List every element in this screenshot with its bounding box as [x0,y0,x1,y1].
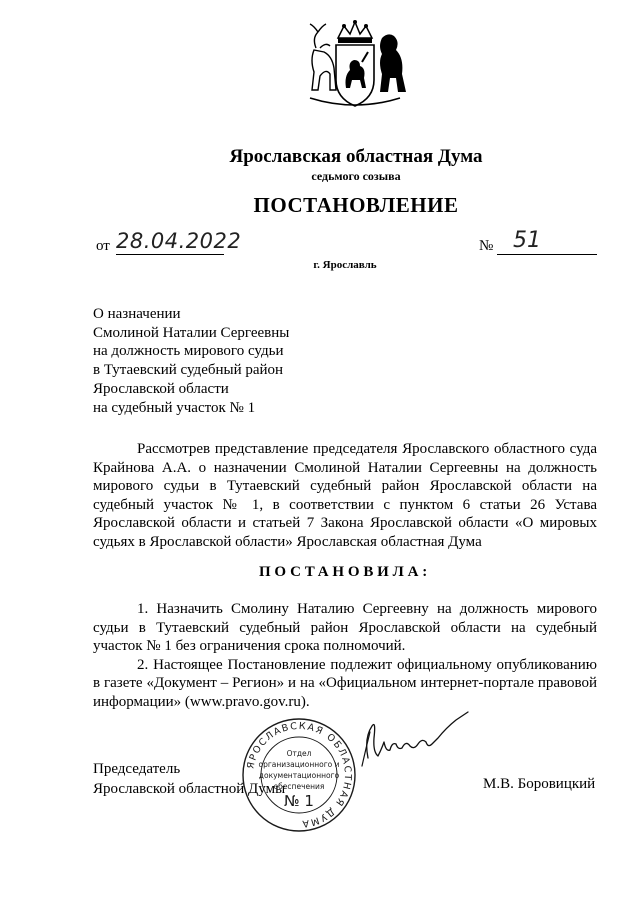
date-prefix-label: от [96,238,110,254]
resolution-items [93,600,597,712]
stamp-seal-icon [240,712,358,838]
stamp-line: организационного и [258,760,340,769]
subject-line: Ярославской области [93,380,229,397]
coat-of-arms-emblem [296,18,414,114]
signatory-title-line: Председатель [93,761,181,777]
document-type-title: ПОСТАНОВЛЕНИЕ [253,193,459,217]
subject-line: на должность мирового судьи [93,343,284,360]
city-label: г. Ярославль [313,259,377,271]
resolved-heading: ПОСТАНОВИЛА: [258,564,432,580]
official-stamp [240,712,358,838]
subject-line: Смолиной Наталии Сергеевны [93,324,290,341]
handwritten-date: 28.04.2022 [116,229,242,253]
handwritten-signature [356,708,474,770]
stamp-number: № 1 [284,792,314,810]
duma-name-heading: Ярославская областная Дума [229,146,483,167]
resolution-item: 1. Назначить Смолину Наталию Сергеевну на должность мирового судьи в Тутаевский судебный район Ярославской области на судебный участок № 1 без ограничения срока полномочий. [93,601,597,655]
stamp-ring-text: ЯРОСЛАВСКАЯ ОБЛАСТНАЯ ДУМА [245,720,354,830]
subject-line: в Тутаевский судебный район [93,362,284,379]
signatory-title-line: Ярославской областной Думы [93,780,286,797]
signatory-name: М.В. Боровицкий [483,776,596,792]
resolution-item: 2. Настоящее Постановление подлежит официальному опубликованию в газете «Документ – Регион» и на «Официальном интернет-портале правовой информации» (www.pravo.gov.ru). [93,656,597,710]
subject-line: О назначении [93,306,181,322]
preamble-text: Рассмотрев представление председателя Ярославского областного суда Крайнова А.А. о назначении Смолиной Наталии Сергеевны на должность мирового судьи в Тутаевский судебный район Ярославской области на судебный участок № 1, в соответствии с пунктом 6 статьи 26 Устава Ярославской области и статьей 7 Закона Ярославской области «О мировых судьях в Ярославской области» Ярославская областная Дума [93,441,597,550]
subject-block [93,305,289,417]
stamp-line: Отдел [286,749,312,758]
stamp-line: документационного [258,771,340,780]
subject-line: на судебный участок № 1 [93,399,256,416]
coat-of-arms-icon [296,18,414,114]
preamble-paragraph [93,440,597,552]
handwritten-number: 51 [497,228,597,255]
signature-icon [356,708,474,770]
stamp-line: обеспечения [273,782,325,791]
convocation-subheading: седьмого созыва [311,169,401,183]
number-prefix-label: № [479,238,494,254]
